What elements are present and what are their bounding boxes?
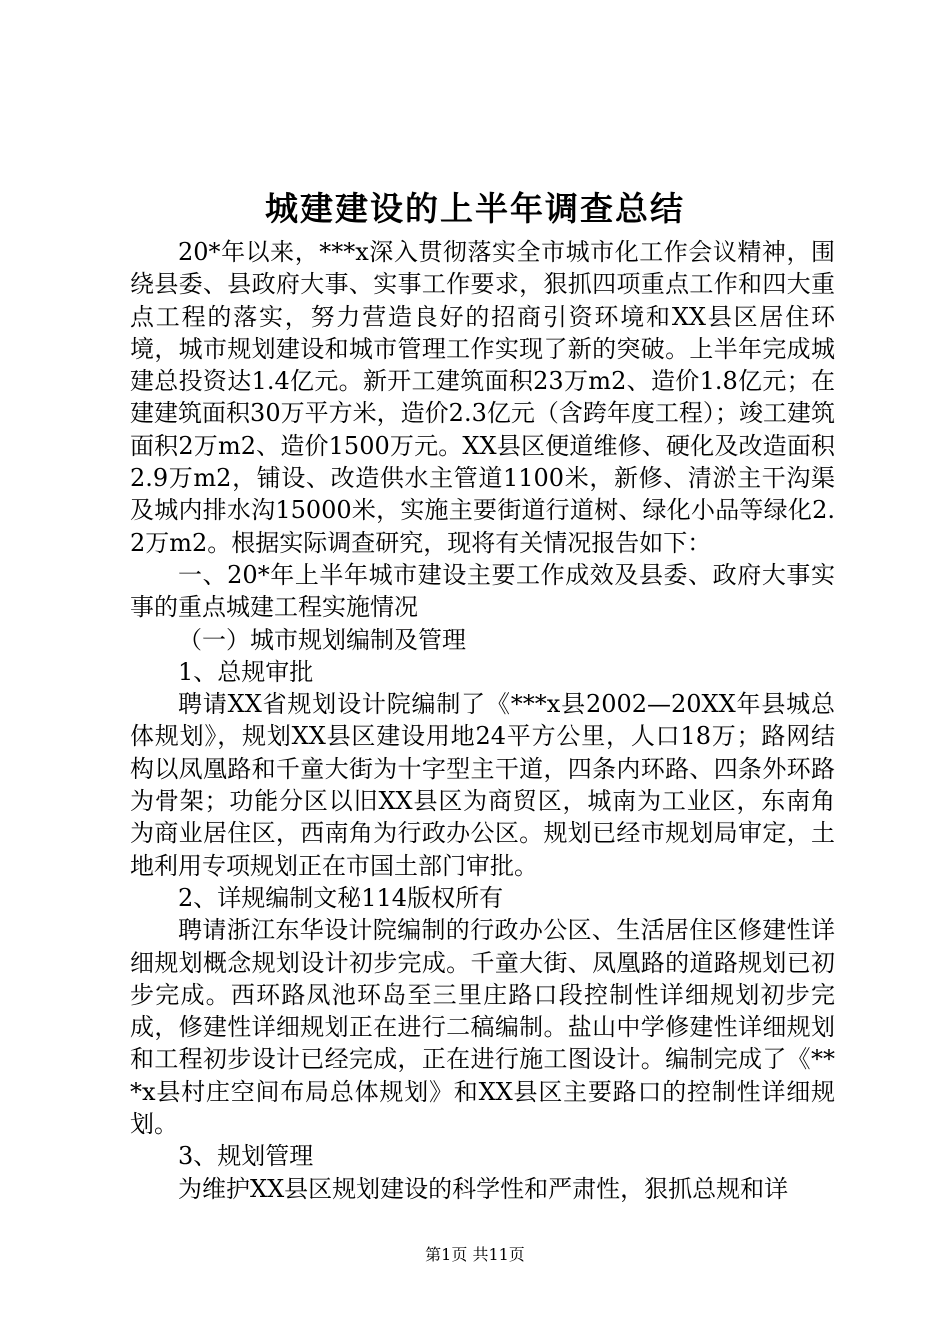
section-heading-1: 一、20*年上半年城市建设主要工作成效及县委、政府大事实事的重点城建工程实施情况: [130, 560, 835, 622]
detailed-plan-paragraph: 聘请浙江东华设计院编制的行政办公区、生活居住区修建性详细规划概念规划设计初步完成。千童大街、凤凰路的道路规划已初步完成。西环路凤池环岛至三里庄路口段控制性详细规划初步完成，修建性详细规划正在进行二稿编制。盐山中学修建性详细规划和工程初步设计已经完成，正在进行施工图设计。编制完成了《***x县村庄空间布局总体规划》和XX县区主要路口的控制性详细规划。: [130, 916, 835, 1139]
item-heading-detailed-plan: 2、详规编制文秘114版权所有: [178, 883, 504, 912]
item-heading-plan-management: 3、规划管理: [178, 1142, 314, 1171]
document-body: [130, 236, 835, 1205]
page-number-footer: 第1页 共11页: [425, 1245, 525, 1264]
subsection-heading-planning: （一）城市规划编制及管理: [178, 625, 466, 654]
document-title: 城建建设的上半年调查总结: [265, 189, 685, 228]
item-heading-master-plan: 1、总规审批: [178, 657, 314, 686]
master-plan-paragraph: 聘请XX省规划设计院编制了《***x县2002—20XX年县城总体规划》，规划XX县区建设用地24平方公里，人口18万；路网结构以凤凰路和千童大街为十字型主干道，四条内环路、四条外环路为骨架；功能分区以旧XX县区为商贸区，城南为工业区，东南角为商业居住区，西南角为行政办公区。规划已经市规划局审定，土地利用专项规划正在市国土部门审批。: [130, 690, 835, 880]
plan-management-paragraph: 为维护XX县区规划建设的科学性和严肃性，狠抓总规和详: [178, 1174, 789, 1203]
intro-paragraph: 20*年以来，***x深入贯彻落实全市城市化工作会议精神，围绕县委、县政府大事、实事工作要求，狠抓四项重点工作和四大重点工程的落实，努力营造良好的招商引资环境和XX县区居住环境，城市规划建设和城市管理工作实现了新的突破。上半年完成城建总投资达1.4亿元。新开工建筑面积23万m2、造价1.8亿元；在建建筑面积30万平方米，造价2.3亿元（含跨年度工程）；竣工建筑面积2万m2、造价1500万元。XX县区便道维修、硬化及改造面积2.9万m2，铺设、改造供水主管道1100米，新修、清淤主干沟渠及城内排水沟15000米，实施主要街道行道树、绿化小品等绿化2.2万m2。根据实际调查研究，现将有关情况报告如下：: [130, 238, 835, 557]
